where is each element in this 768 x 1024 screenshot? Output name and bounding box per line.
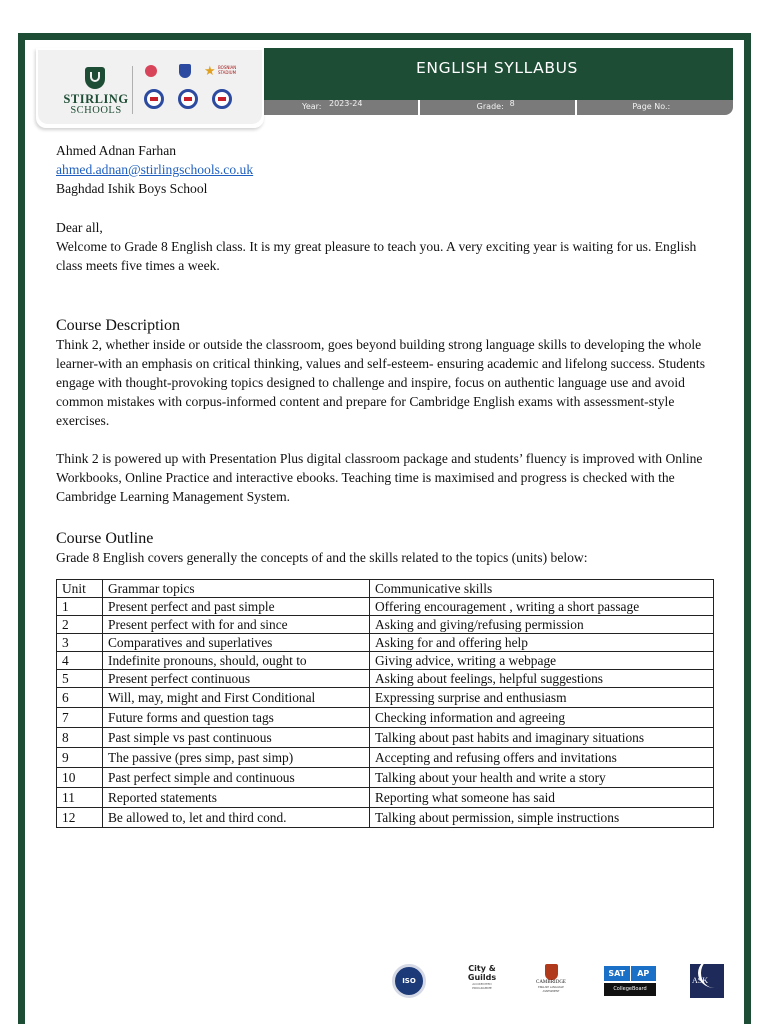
skills-cell: Asking for and offering help [370, 634, 714, 652]
cambridge-shield-icon [545, 964, 558, 980]
table-row [57, 768, 714, 788]
course-description-para-1: Think 2, whether inside or outside the classroom, goes beyond building strong language skills to developing the whole learner-with an emphasis on critical thinking, values and self-esteem- ensuring academic and lifelong success. Students engage with thought-provoking topics designed to challenge and inspire, focus on authentic language use and avoid common mistakes with corpus-informed content and prepare for Cambridge English exams with assessment-style exercises. [56, 337, 706, 428]
stirling-crest-icon [85, 67, 105, 89]
table-row [57, 808, 714, 828]
grammar-cell: Indefinite pronouns, should, ought to [103, 652, 370, 670]
unit-cell: 3 [57, 634, 103, 652]
grade-label: Grade: [476, 102, 504, 111]
skills-cell: Expressing surprise and enthusiasm [370, 688, 714, 708]
greeting: Dear all, [56, 220, 103, 235]
skills-cell: Asking and giving/refusing permission [370, 616, 714, 634]
info-strip [262, 100, 733, 115]
course-description-para-2: Think 2 is powered up with Presentation Plus digital classroom package and students’ fluency is improved with Online Workbooks, Online Practice and interactive ebooks. Teaching time is maximised and progress is checked with the Cambridge Learning Management System. [56, 451, 703, 504]
ap-badge: AP [630, 966, 657, 981]
year-value: 2023-24 [329, 99, 363, 108]
page-label: Page No.: [632, 102, 671, 111]
column-header: Grammar topics [103, 580, 370, 598]
table-row [57, 708, 714, 728]
stadium-text-1: BOSNIAN [218, 65, 237, 70]
ask-text: ASK [692, 976, 709, 985]
city-guilds-text-2: Guilds [467, 973, 497, 982]
city-guilds-logo [462, 964, 502, 998]
unit-cell: 10 [57, 768, 103, 788]
course-outline-intro: Grade 8 English covers generally the concepts of and the skills related to the topics (units) below: [56, 550, 588, 565]
sat-ap-collegeboard-logo [604, 966, 656, 998]
course-outline-heading: Course Outline [56, 530, 154, 547]
unit-cell: 12 [57, 808, 103, 828]
ask-logo [690, 964, 724, 998]
collegeboard-badge: CollegeBoard [604, 983, 656, 996]
grammar-cell: Past simple vs past continuous [103, 728, 370, 748]
sat-badge: SAT [604, 966, 630, 981]
grammar-cell: Present perfect continuous [103, 670, 370, 688]
table-row [57, 616, 714, 634]
grammar-cell: Be allowed to, let and third cond. [103, 808, 370, 828]
grammar-cell: Present perfect with for and since [103, 616, 370, 634]
year-cell [262, 100, 420, 115]
column-header: Communicative skills [370, 580, 714, 598]
partner-seal-3-icon [212, 89, 232, 109]
unit-cell: 6 [57, 688, 103, 708]
city-guilds-text-1: City & [468, 964, 496, 973]
partner-logo-rose-icon [145, 65, 157, 77]
skills-cell: Talking about your health and write a story [370, 768, 714, 788]
cambridge-logo [532, 964, 570, 998]
intro-text: Welcome to Grade 8 English class. It is my great pleasure to teach you. A very exciting year is waiting for us. English class meets five times a week. [56, 239, 697, 273]
page-cell [577, 100, 733, 115]
table-row [57, 634, 714, 652]
skills-cell: Accepting and refusing offers and invitations [370, 748, 714, 768]
school-name: Baghdad Ishik Boys School [56, 181, 208, 196]
unit-cell: 5 [57, 670, 103, 688]
school-logo-panel [36, 48, 264, 128]
table-row [57, 788, 714, 808]
course-outline-section [56, 529, 716, 567]
table-row [57, 728, 714, 748]
skills-cell: Reporting what someone has said [370, 788, 714, 808]
unit-cell: 9 [57, 748, 103, 768]
skills-cell: Talking about past habits and imaginary situations [370, 728, 714, 748]
partner-logo-star-icon: ★ [204, 63, 216, 78]
grammar-cell: Comparatives and superlatives [103, 634, 370, 652]
teacher-email-link[interactable]: ahmed.adnan@stirlingschools.co.uk [56, 162, 254, 177]
partner-logo-stadium-text [218, 65, 246, 75]
partner-logo-shield-icon [179, 64, 191, 78]
cambridge-text-2: ENGLISH LANGUAGE ASSESSMENT [538, 986, 564, 993]
partner-seal-1-icon [144, 89, 164, 109]
unit-cell: 7 [57, 708, 103, 728]
grade-value: 8 [509, 99, 515, 108]
city-guilds-text-3: ACCREDITED PROGRAMME [472, 982, 492, 990]
grammar-cell: Will, may, might and First Conditional [103, 688, 370, 708]
stadium-text-2: STADIUM [218, 70, 237, 75]
table-header-row [57, 580, 714, 598]
grammar-cell: Present perfect and past simple [103, 598, 370, 616]
syllabus-title: ENGLISH SYLLABUS [416, 59, 578, 77]
logo-background [38, 50, 262, 124]
course-description-heading: Course Description [56, 317, 180, 334]
table-row [57, 748, 714, 768]
grade-cell [420, 100, 578, 115]
logo-text-schools: SCHOOLS [70, 105, 122, 116]
skills-cell: Talking about permission, simple instructions [370, 808, 714, 828]
teacher-name: Ahmed Adnan Farhan [56, 143, 177, 158]
unit-cell: 8 [57, 728, 103, 748]
iso-text: ISO [402, 977, 416, 985]
course-outline-table [56, 579, 714, 828]
grammar-cell: The passive (pres simp, past simp) [103, 748, 370, 768]
grammar-cell: Future forms and question tags [103, 708, 370, 728]
iso-logo [392, 964, 426, 998]
cambridge-text-1: CAMBRIDGE [535, 980, 566, 985]
logo-divider [132, 66, 133, 114]
skills-cell: Asking about feelings, helpful suggestions [370, 670, 714, 688]
unit-cell: 4 [57, 652, 103, 670]
year-label: Year: [302, 102, 322, 111]
logo-text-stirling: STIRLING [63, 92, 129, 106]
unit-cell: 2 [57, 616, 103, 634]
unit-cell: 1 [57, 598, 103, 616]
grammar-cell: Past perfect simple and continuous [103, 768, 370, 788]
table-row [57, 670, 714, 688]
course-description-section [56, 316, 716, 506]
table-row [57, 652, 714, 670]
partner-seal-2-icon [178, 89, 198, 109]
intro-block [56, 218, 716, 275]
skills-cell: Giving advice, writing a webpage [370, 652, 714, 670]
skills-cell: Offering encouragement , writing a short passage [370, 598, 714, 616]
column-header: Unit [57, 580, 103, 598]
contact-block [56, 141, 716, 198]
skills-cell: Checking information and agreeing [370, 708, 714, 728]
table-row [57, 688, 714, 708]
grammar-cell: Reported statements [103, 788, 370, 808]
unit-cell: 11 [57, 788, 103, 808]
table-row [57, 598, 714, 616]
